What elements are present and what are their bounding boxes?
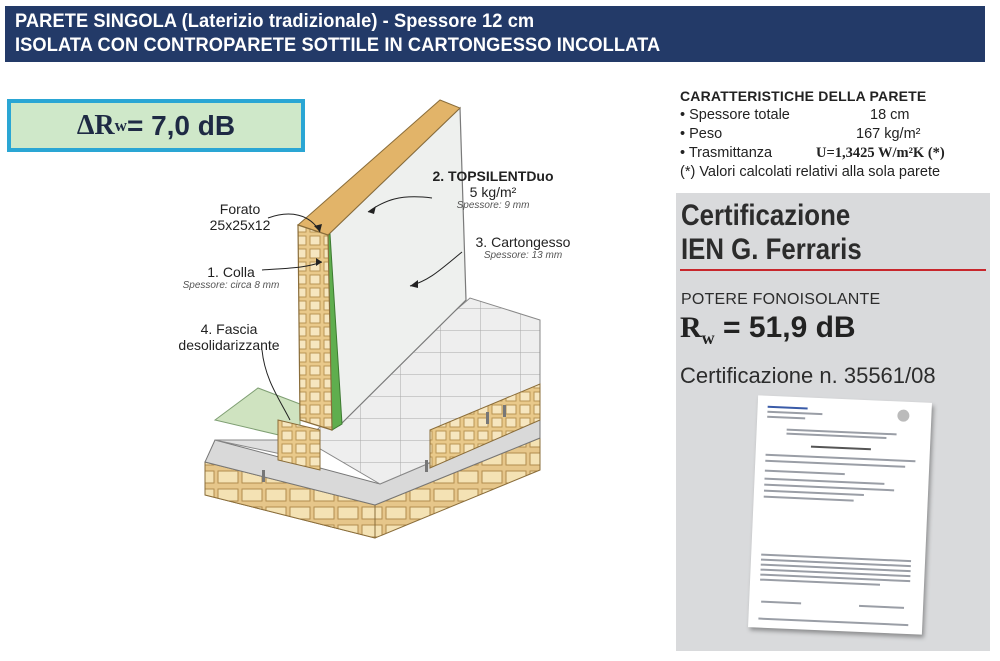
- rw-value: [680, 311, 856, 349]
- properties-note: (*) Valori calcolati relativi alla sola parete: [680, 164, 941, 180]
- property-label: • Spessore totale: [680, 107, 790, 123]
- wall-properties: [680, 87, 980, 182]
- certification-title-line1: Certificazione: [681, 199, 851, 232]
- callout-colla-sub: Spessore: circa 8 mm: [182, 280, 280, 291]
- rw-number: = 51,9 dB: [714, 311, 856, 344]
- callout-cartongesso-label: 3. Cartongesso: [475, 234, 571, 250]
- callout-fascia: [168, 321, 290, 353]
- certification-panel: [676, 193, 990, 651]
- certification-title-line2: IEN G. Ferraris: [681, 233, 862, 266]
- delta-rw-subscript: w: [114, 115, 127, 135]
- property-row: [680, 125, 980, 144]
- delta-rw-value: = 7,0 dB: [126, 109, 236, 141]
- callout-cartongesso-sub: Spessore: 13 mm: [483, 250, 563, 261]
- property-value: 18 cm: [870, 107, 910, 123]
- callout-forato-line2: 25x25x12: [209, 217, 271, 233]
- property-value: 167 kg/m²: [856, 126, 921, 142]
- certification-number: Certificazione n. 35561/08: [680, 363, 936, 388]
- callout-fascia-line2: desolidarizzante: [178, 337, 280, 353]
- header-line-2: ISOLATA CON CONTROPARETE SOTTILE IN CARTONGESSO INCOLLATA: [15, 35, 661, 56]
- callout-topsilent: [418, 168, 568, 212]
- certificate-document-image: [748, 395, 932, 634]
- property-row: [680, 106, 980, 125]
- callout-forato-line1: Forato: [219, 201, 261, 217]
- property-label: • Trasmittanza: [680, 145, 773, 161]
- delta-rw-symbol: ΔR: [76, 109, 115, 141]
- brick-wall-face: [298, 225, 332, 430]
- callout-topsilent-weight: 5 kg/m²: [469, 184, 517, 200]
- rw-subscript: w: [701, 328, 715, 348]
- header-line-1: PARETE SINGOLA (Laterizio tradizionale) - Spessore 12 cm: [15, 11, 535, 32]
- callout-cartongesso: [463, 234, 583, 262]
- property-row: [680, 144, 980, 163]
- callout-forato: [204, 201, 276, 233]
- callout-topsilent-sub: Spessore: 9 mm: [456, 200, 530, 211]
- properties-title: CARATTERISTICHE DELLA PARETE: [680, 88, 927, 104]
- rw-symbol: R: [680, 311, 702, 344]
- certification-title: [681, 199, 862, 267]
- potere-fonoisolante-label: POTERE FONOISOLANTE: [681, 291, 881, 308]
- callout-colla: [170, 264, 292, 292]
- certification-divider: [680, 269, 986, 271]
- property-value: U=1,3425 W/m²K (*): [816, 145, 945, 161]
- callout-fascia-line1: 4. Fascia: [200, 321, 258, 337]
- callout-topsilent-label: 2. TOPSILENTDuo: [432, 168, 554, 184]
- callout-colla-label: 1. Colla: [207, 264, 255, 280]
- property-label: • Peso: [680, 126, 723, 142]
